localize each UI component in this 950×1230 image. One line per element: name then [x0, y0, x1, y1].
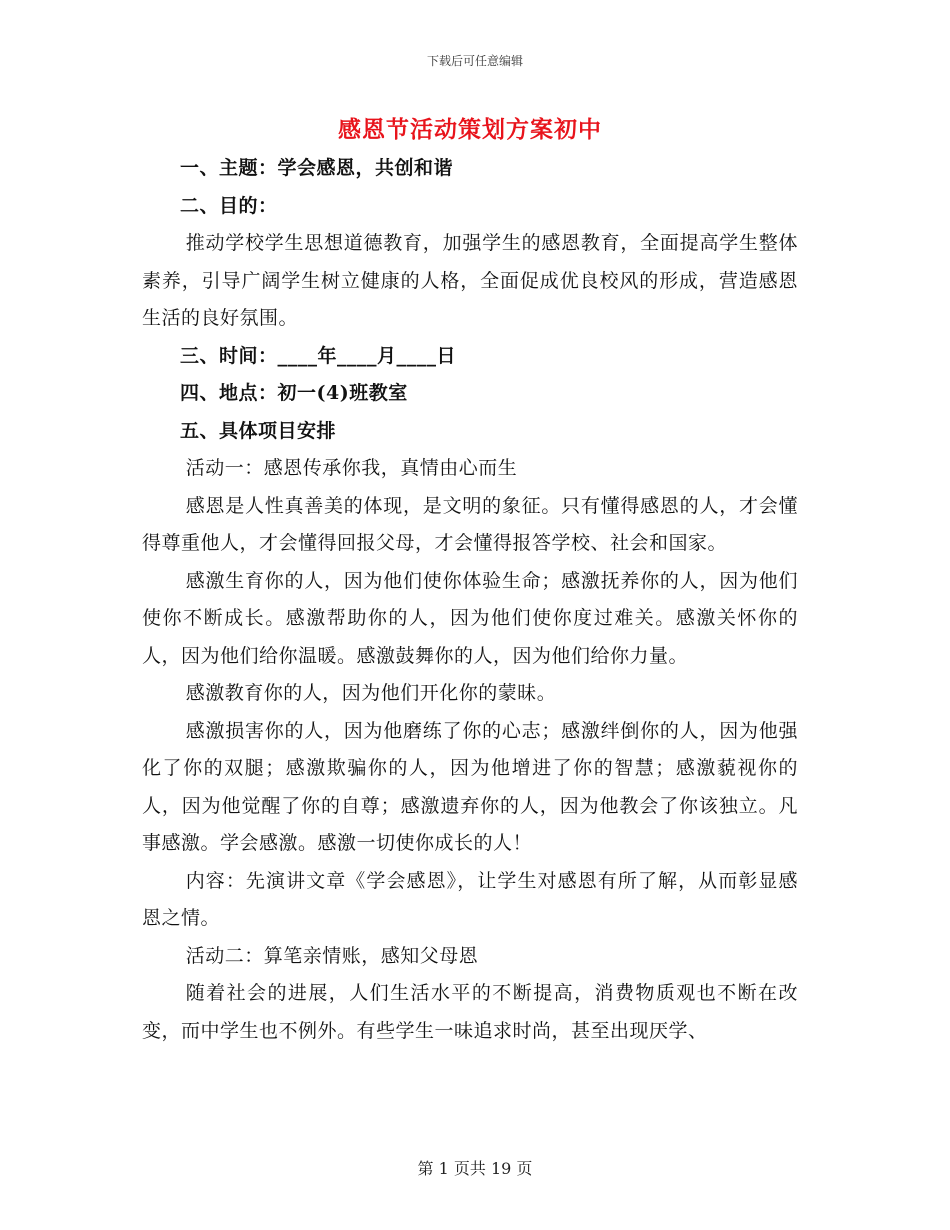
paragraph-gratitude-teachers: 感激教育你的人，因为他们开化你的蒙昧。 — [185, 682, 557, 704]
paragraph-activity-one-content: 内容：先演讲文章《学会感恩》，让学生对感恩有所了解，从而彰显感恩之情。 — [142, 869, 798, 929]
section-heading-theme: 一、主题：学会感恩，共创和谐 — [180, 157, 454, 179]
section-heading-arrangement: 五、具体项目安排 — [180, 419, 337, 442]
page-footer: 第 1 页共 19 页 — [417, 1159, 533, 1178]
paragraph-gratitude-intro: 感恩是人性真善美的体现，是文明的象征。只有懂得感恩的人，才会懂得尊重他人，才会懂得回报父母，才会懂得报答学校、社会和国家。 — [142, 494, 798, 554]
paragraph-gratitude-parents: 感激生育你的人，因为他们使你体验生命；感激抚养你的人，因为他们使你不断成长。感激帮助你的人，因为他们使你度过难关。感激关怀你的人，因为他们给你温暖。感激鼓舞你的人，因为他们给你力量。 — [142, 569, 798, 667]
page-header: 下载后可任意编辑 — [426, 54, 523, 68]
paragraph-activity-two-intro: 随着社会的进展，人们生活水平的不断提高，消费物质观也不断在改变，而中学生也不例外。有些学生一味追求时尚，甚至出现厌学、 — [142, 982, 798, 1042]
document-body — [142, 112, 798, 1050]
paragraph-purpose: 推动学校学生思想道德教育，加强学生的感恩教育，全面提高学生整体素养，引导广阔学生树立健康的人格，全面促成优良校风的形成，营造感恩生活的良好氛围。 — [142, 232, 798, 329]
paragraph-gratitude-hardship: 感激损害你的人，因为他磨练了你的心志；感激绊倒你的人，因为他强化了你的双腿；感激欺骗你的人，因为他增进了你的智慧；感激藐视你的人，因为他觉醒了你的自尊；感激遗弃你的人，因为他教会了你该独立。凡事感激。学会感激。感激一切使你成长的人！ — [142, 719, 798, 854]
document-title: 感恩节活动策划方案初中 — [338, 116, 602, 143]
section-heading-location: 四、地点：初一(4)班教室 — [180, 382, 408, 404]
section-heading-purpose: 二、目的： — [180, 194, 278, 217]
activity-one-title: 活动一：感恩传承你我，真情由心而生 — [185, 457, 518, 479]
activity-two-title: 活动二：算笔亲情账，感知父母恩 — [185, 944, 479, 967]
section-heading-time: 三、时间：____年____月____日 — [180, 344, 457, 367]
